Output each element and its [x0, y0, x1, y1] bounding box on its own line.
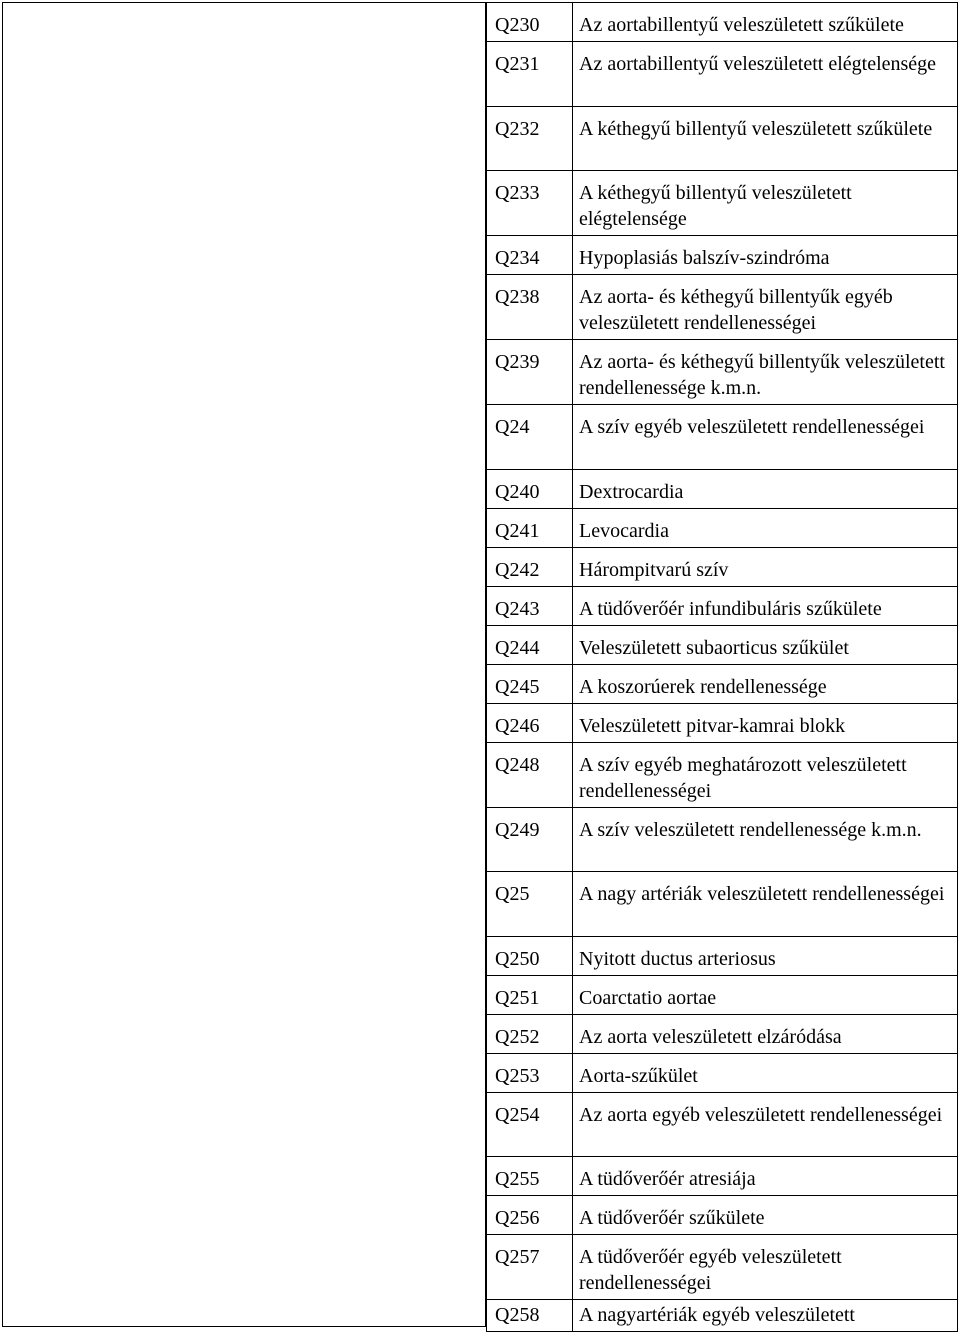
code-cell: Q246 [487, 703, 573, 742]
code-cell: Q249 [487, 807, 573, 872]
description-cell: A tüdőverőér infundibuláris szűkülete [573, 586, 958, 625]
description-cell: Nyitott ductus arteriosus [573, 936, 958, 975]
table-row [487, 872, 958, 937]
code-cell: Q241 [487, 508, 573, 547]
code-cell: Q245 [487, 664, 573, 703]
table-row [487, 1157, 958, 1196]
code-cell: Q231 [487, 42, 573, 107]
description-cell: Levocardia [573, 508, 958, 547]
table-row [487, 703, 958, 742]
code-cell: Q258 [487, 1300, 573, 1332]
description-cell: A tüdőverőér atresiája [573, 1157, 958, 1196]
description-cell: Hárompitvarú szív [573, 547, 958, 586]
code-cell: Q244 [487, 625, 573, 664]
description-cell: Veleszületett subaorticus szűkület [573, 625, 958, 664]
description-cell: A szív egyéb veleszületett rendellenességei [573, 405, 958, 470]
table-row [487, 236, 958, 275]
code-cell: Q233 [487, 171, 573, 236]
description-cell: A szív veleszületett rendellenessége k.m.n. [573, 807, 958, 872]
table-row [487, 1014, 958, 1053]
code-cell: Q255 [487, 1157, 573, 1196]
description-cell: A kéthegyű billentyű veleszületett elégtelensége [573, 171, 958, 236]
code-cell: Q257 [487, 1235, 573, 1300]
table-row [487, 1300, 958, 1332]
code-cell: Q240 [487, 469, 573, 508]
table-row [487, 625, 958, 664]
description-cell: Coarctatio aortae [573, 975, 958, 1014]
table-row [487, 936, 958, 975]
description-cell: Veleszületett pitvar-kamrai blokk [573, 703, 958, 742]
table-row [487, 1053, 958, 1092]
code-cell: Q232 [487, 106, 573, 171]
table-row [487, 1092, 958, 1157]
code-cell: Q24 [487, 405, 573, 470]
description-cell: Az aorta- és kéthegyű billentyűk veleszületett rendellenessége k.m.n. [573, 340, 958, 405]
table-row [487, 1196, 958, 1235]
empty-left-panel [2, 2, 486, 1327]
table-row [487, 171, 958, 236]
code-cell: Q248 [487, 742, 573, 807]
code-cell: Q242 [487, 547, 573, 586]
table-row [487, 586, 958, 625]
description-cell: A tüdőverőér szűkülete [573, 1196, 958, 1235]
table-row [487, 405, 958, 470]
code-cell: Q256 [487, 1196, 573, 1235]
code-cell: Q25 [487, 872, 573, 937]
code-cell: Q251 [487, 975, 573, 1014]
table-row [487, 275, 958, 340]
table-row [487, 340, 958, 405]
table-row [487, 3, 958, 42]
description-cell: Az aorta veleszületett elzáródása [573, 1014, 958, 1053]
description-cell: A koszorúerek rendellenessége [573, 664, 958, 703]
description-cell: A nagy artériák veleszületett rendellenességei [573, 872, 958, 937]
table-row [487, 1235, 958, 1300]
code-cell: Q252 [487, 1014, 573, 1053]
table-row [487, 508, 958, 547]
description-cell: Az aortabillentyű veleszületett elégtelensége [573, 42, 958, 107]
table-row [487, 547, 958, 586]
table-row [487, 664, 958, 703]
code-cell: Q253 [487, 1053, 573, 1092]
description-cell: A kéthegyű billentyű veleszületett szűkülete [573, 106, 958, 171]
table-row [487, 106, 958, 171]
description-cell: Dextrocardia [573, 469, 958, 508]
table-row [487, 807, 958, 872]
description-cell: Hypoplasiás balszív-szindróma [573, 236, 958, 275]
code-cell: Q230 [487, 3, 573, 42]
description-cell: Az aorta egyéb veleszületett rendellenességei [573, 1092, 958, 1157]
code-cell: Q238 [487, 275, 573, 340]
code-cell: Q254 [487, 1092, 573, 1157]
code-cell: Q239 [487, 340, 573, 405]
description-cell: Az aortabillentyű veleszületett szűkülete [573, 3, 958, 42]
table-row [487, 975, 958, 1014]
table-row [487, 42, 958, 107]
table-row [487, 469, 958, 508]
description-cell: A tüdőverőér egyéb veleszületett rendellenességei [573, 1235, 958, 1300]
code-cell: Q234 [487, 236, 573, 275]
description-cell: A szív egyéb meghatározott veleszületett rendellenességei [573, 742, 958, 807]
description-cell: Aorta-szűkület [573, 1053, 958, 1092]
code-cell: Q250 [487, 936, 573, 975]
table-row [487, 742, 958, 807]
description-cell: Az aorta- és kéthegyű billentyűk egyéb veleszületett rendellenességei [573, 275, 958, 340]
code-table-body [487, 3, 958, 1332]
description-cell: A nagyartériák egyéb veleszületett [573, 1300, 958, 1332]
diagnosis-code-table [486, 2, 958, 1332]
code-cell: Q243 [487, 586, 573, 625]
